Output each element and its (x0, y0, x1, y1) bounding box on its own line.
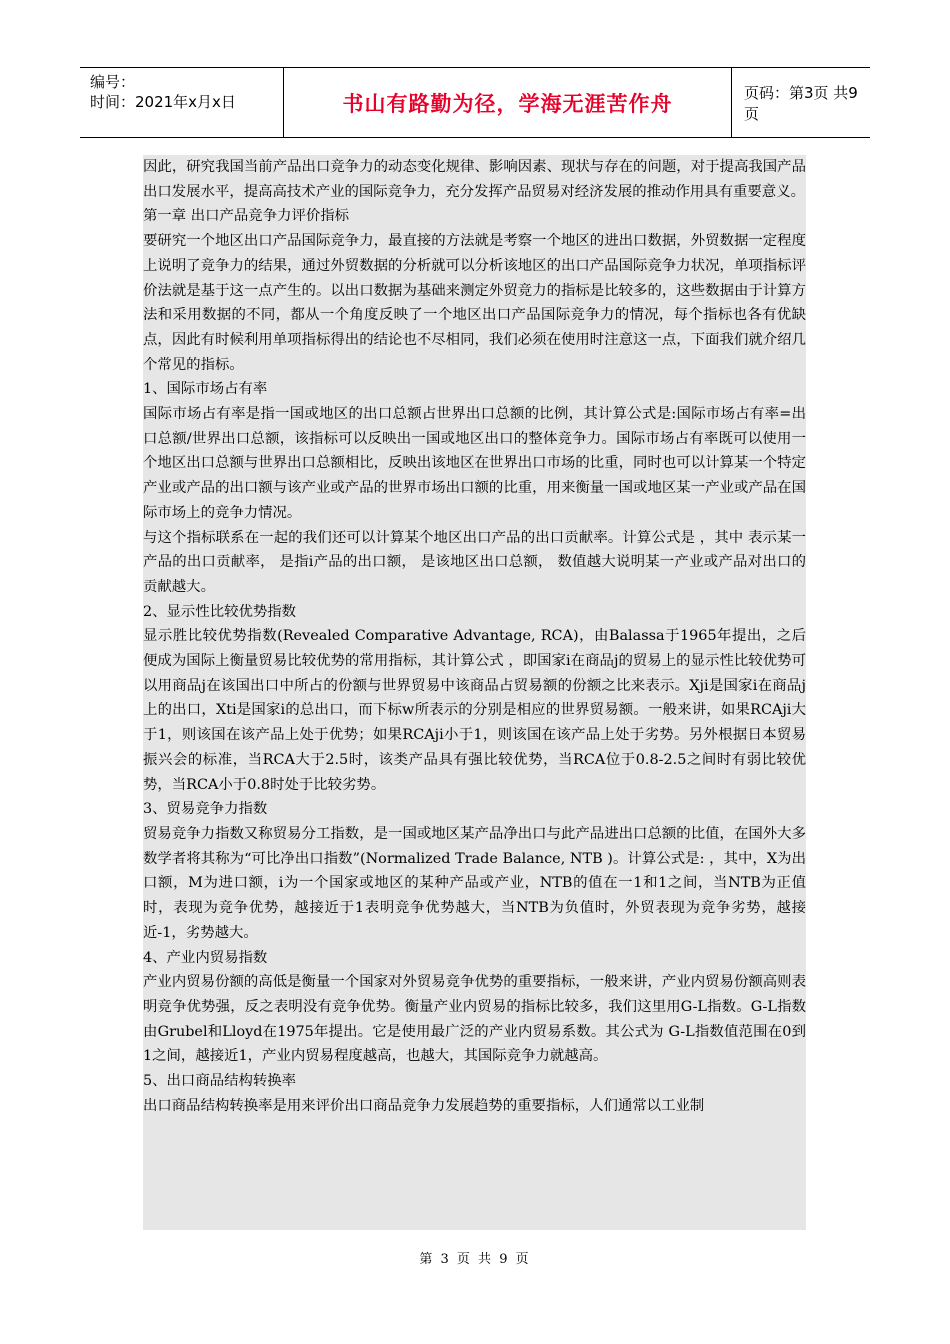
motto-text: 书山有路勤为径，学海无涯苦作舟 (342, 91, 673, 116)
paragraph: 贸易竞争力指数又称贸易分工指数，是一国或地区某产品净出口与此产品进出口总额的比值，在国外大多数学者将其称为“可比净出口指数”(Normalized Trade Balance, NTB )。计算公式是: ，其中，X为出口额，M为进口额，i为一个国家或地区的某种产品或产业，NTB的值在一1和1之间，当NTB为正值时，表现为竞争优势，越接近于1表明竞争优势越大，当NTB为负值时，外贸表现为竞争劣势，越接近-1，劣势越大。 (143, 825, 806, 941)
paragraph: 国际市场占有率是指一国或地区的出口总额占世界出口总额的比例，其计算公式是:国际市场占有率=出口总额/世界出口总额，该指标可以反映出一国或地区出口的整体竞争力。国际市场占有率既可以使用一个地区出口总额与世界出口总额相比，反映出该地区在世界出口市场的比重，同时也可以计算某一个特定产业或产品的出口额与该产业或产品的世界市场出口额的比重，用来衡量一国或地区某一产业或产品在国际市场上的竞争力情况。 (143, 406, 806, 521)
document-number: 编号： (90, 73, 136, 91)
header-meta (80, 68, 284, 137)
section-heading: 2、显示性比较优势指数 (143, 603, 297, 620)
paragraph: 出口商品结构转换率是用来评价出口商品竞争力发展趋势的重要指标，人们通常以工业制 (143, 1097, 705, 1114)
section-heading: 4、产业内贸易指数 (143, 949, 268, 966)
paragraph: 产业内贸易份额的高低是衡量一个国家对外贸易竞争优势的重要指标，一般来讲，产业内贸易份额高则表明竞争优势强，反之表明没有竞争优势。衡量产业内贸易的指标比较多，我们这里用G-L指数。G-L指数由Grubel和Lloyd在1975年提出。它是使用最广泛的产业内贸易系数。其公式为 G-L指数值范围在0到1之间，越接近1，产业内贸易程度越高，也越大，其国际竞争力就越高。 (143, 974, 806, 1065)
page-header (80, 67, 870, 138)
page-footer: 第 3 页 共 9 页 (419, 1252, 531, 1267)
paragraph: 因此，研究我国当前产品出口竞争力的动态变化规律、影响因素、现状与存在的问题，对于提高我国产品出口发展水平，提高高技术产业的国际竞争力，充分发挥产品贸易对经济发展的推动作用具有重要意义。 (143, 159, 806, 200)
paragraph: 要研究一个地区出口产品国际竞争力，最直接的方法就是考察一个地区的进出口数据，外贸数据一定程度上说明了竞争力的结果，通过外贸数据的分析就可以分析该地区的出口产品国际竞争力状况，单项指标评价法就是基于这一点产生的。以出口数据为基础来测定外贸竞力的指标是比较多的，这些数据由于计算方法和采用数据的不同，都从一个角度反映了一个地区出口产品国际竞争力的情况，每个指标也各有优缺点，因此有时候利用单项指标得出的结论也不尽相同，我们必须在使用时注意这一点，下面我们就介绍几个常见的指标。 (143, 233, 806, 373)
section-heading: 3、贸易竞争力指数 (143, 801, 268, 818)
document-time: 时间：2021年x月x日 (90, 93, 236, 111)
paragraph: 与这个指标联系在一起的我们还可以计算某个地区出口产品的出口贡献率。计算公式是 ，其中 表示某一产品的出口贡献率， 是指i产品的出口额， 是该地区出口总额， 数值越大说明某一产业或产品对出口的贡献越大。 (143, 529, 806, 595)
header-motto (284, 68, 732, 137)
section-heading: 5、出口商品结构转换率 (143, 1073, 297, 1090)
header-page-number: 页码：第3页 共9页 (744, 83, 858, 123)
document-body (143, 155, 806, 1230)
section-heading: 1、国际市场占有率 (143, 381, 268, 398)
chapter-heading: 第一章 出口产品竞争力评价指标 (143, 208, 350, 225)
paragraph: 显示胜比较优势指数(Revealed Comparative Advantage, RCA)，由Balassa于1965年提出，之后便成为国际上衡量贸易比较优势的常用指标，其计算公式 ，即国家i在商品j的贸易上的显示性比较优势可以用商品j在该国出口中所占的份额与世界贸易中该商品占贸易额的份额之比来表示。Xji是国家i在商品j上的出口，Xti是国家i的总出口，而下标w所表示的分别是相应的世界贸易额。一般来讲，如果RCAji大于1，则该国在该产品上处于优势；如果RCAji小于1，则该国在该产品上处于劣势。另外根据日本贸易振兴会的标准，当RCA大于2.5时，该类产品具有强比较优势，当RCA位于0.8-2.5之间时有弱比较优势，当RCA小于0.8时处于比较劣势。 (143, 628, 806, 793)
